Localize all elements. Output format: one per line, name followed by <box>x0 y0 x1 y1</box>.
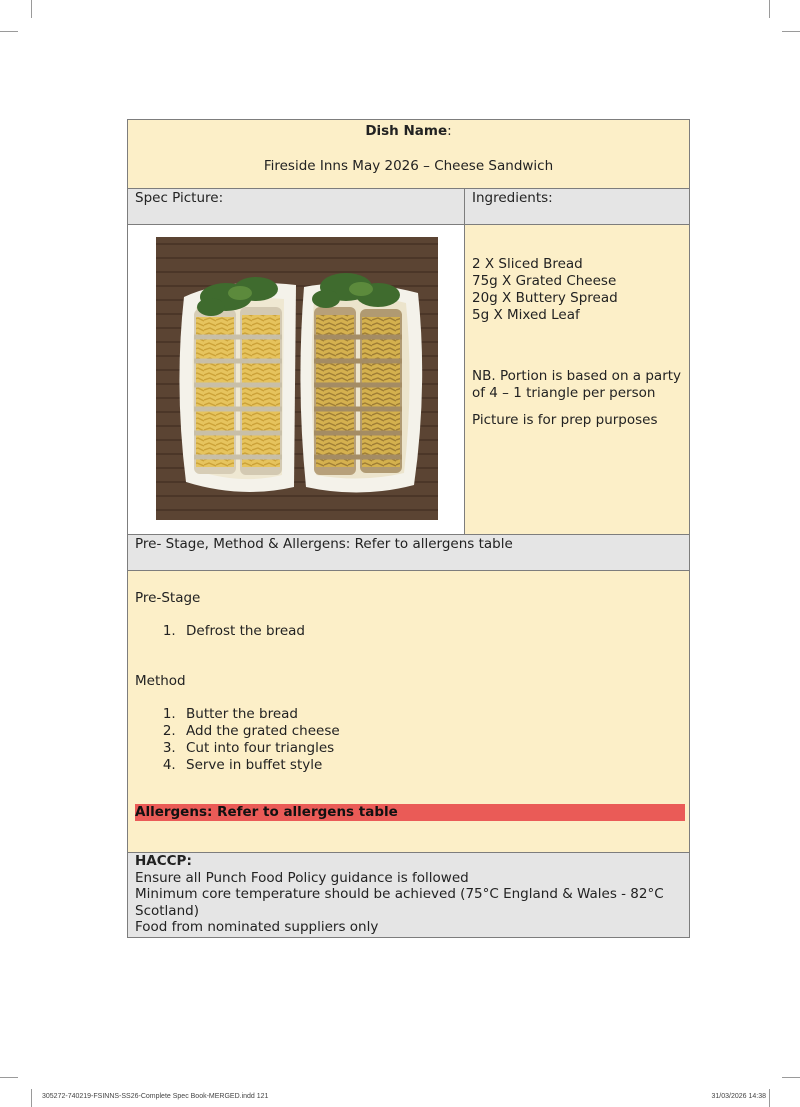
footer-file-info: 305272-740219-FSINNS-SS26-Complete Spec Book-MERGED.indd 121 <box>42 1093 269 1100</box>
prestage-list <box>135 623 685 640</box>
haccp-heading: HACCP: <box>135 853 192 869</box>
crop-mark <box>31 0 32 18</box>
ingredient-item: 20g X Buttery Spread <box>472 290 618 306</box>
haccp-line: Food from nominated suppliers only <box>135 919 379 935</box>
spec-picture-header: Spec Picture: <box>128 189 465 225</box>
sandwich-photo <box>156 237 438 520</box>
crop-mark <box>31 1089 32 1107</box>
ingredients-cell <box>465 225 690 535</box>
ingredient-item: 5g X Mixed Leaf <box>472 307 580 323</box>
portion-note: NB. Portion is based on a party of 4 – 1 triangle per person <box>472 368 682 401</box>
spec-picture-cell <box>128 225 465 535</box>
method-list <box>135 706 685 774</box>
method-cell <box>128 571 690 853</box>
method-step: 3. Cut into four triangles <box>180 740 685 757</box>
crop-mark <box>782 31 800 32</box>
prestage-step: 1. Defrost the bread <box>180 623 685 640</box>
method-step: 1. Butter the bread <box>180 706 685 723</box>
allergens-banner: Allergens: Refer to allergens table <box>135 804 685 821</box>
crop-mark <box>0 31 18 32</box>
dish-name-cell <box>128 120 690 189</box>
method-allergens-header: Pre- Stage, Method & Allergens: Refer to allergens table <box>128 535 690 571</box>
crop-mark <box>782 1077 800 1078</box>
dish-title: Fireside Inns May 2026 – Cheese Sandwich <box>263 158 554 174</box>
haccp-cell <box>128 853 690 938</box>
method-step: 4. Serve in buffet style <box>180 757 685 774</box>
spec-table <box>127 119 690 938</box>
picture-note: Picture is for prep purposes <box>472 412 658 428</box>
haccp-line: Ensure all Punch Food Policy guidance is followed <box>135 869 469 886</box>
ingredient-item: 2 X Sliced Bread <box>472 256 583 272</box>
crop-mark <box>0 1077 18 1078</box>
method-step: 2. Add the grated cheese <box>180 723 685 740</box>
footer-timestamp: 31/03/2026 14:38 <box>711 1093 766 1100</box>
ingredients-list <box>472 256 682 324</box>
crop-mark <box>769 0 770 18</box>
method-heading: Method <box>135 673 186 689</box>
haccp-line: Minimum core temperature should be achieved (75°C England & Wales - 82°C Scotland) <box>135 886 664 919</box>
crop-mark <box>769 1089 770 1107</box>
ingredients-header: Ingredients: <box>465 189 690 225</box>
dish-name-label: Dish Name: <box>365 123 452 139</box>
prestage-heading: Pre-Stage <box>135 590 201 606</box>
ingredient-item: 75g X Grated Cheese <box>472 273 617 289</box>
